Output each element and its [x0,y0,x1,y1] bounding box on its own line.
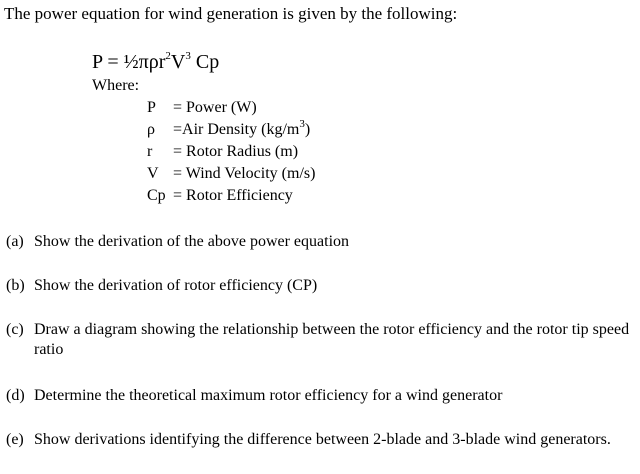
definition-text: = Wind Velocity (m/s) [173,165,316,182]
question-b [6,276,636,296]
definition-symbol: P [147,99,156,116]
question-label: (e) [6,431,24,448]
definition-text [173,119,310,141]
question-a [6,232,636,252]
question-label: (d) [6,387,25,404]
definition-superscript: 3 [299,117,305,130]
equation-exponent-v: 3 [185,50,191,63]
question-c [6,320,636,360]
definition-text: = Power (W) [173,99,257,116]
definition-text-tail: ) [304,121,311,138]
definition-wind-velocity [147,163,315,185]
question-text: Show the derivation of the above power equation [34,233,350,250]
intro-text: The power equation for wind generation is given by the following: [4,4,458,23]
definition-text: = Rotor Efficiency [173,187,293,204]
question-label: (b) [6,277,25,294]
equation-rhs: Cp [190,51,220,73]
definition-list [147,97,315,207]
question-text: Draw a diagram showing the relationship between the rotor efficiency and the rotor tip speed ratio [34,321,630,358]
definition-symbol: ρ [147,121,155,138]
question-e [6,430,636,450]
question-text: Determine the theoretical maximum rotor efficiency for a wind generator [34,387,503,404]
definition-text-main: =Air Density (kg/m [173,121,300,138]
definition-air-density [147,119,315,141]
question-label: (c) [6,321,24,338]
equation-lhs: P = ½πρr [92,51,166,73]
question-d [6,386,636,406]
question-label: (a) [6,233,24,250]
definition-text: = Rotor Radius (m) [173,143,299,160]
definition-symbol: r [147,143,153,160]
power-equation [92,50,219,74]
definition-rotor-radius [147,141,315,163]
definition-rotor-efficiency [147,185,315,207]
equation-velocity: V [170,51,186,73]
question-text: Show the derivation of rotor efficiency (CP) [34,277,318,294]
equation-exponent-r: 2 [165,50,171,63]
definition-symbol: V [147,165,159,182]
where-label: Where: [92,77,140,94]
definition-symbol: Cp [147,187,166,204]
definition-power [147,97,315,119]
question-text: Show derivations identifying the difference between 2-blade and 3-blade wind generators. [34,431,611,448]
